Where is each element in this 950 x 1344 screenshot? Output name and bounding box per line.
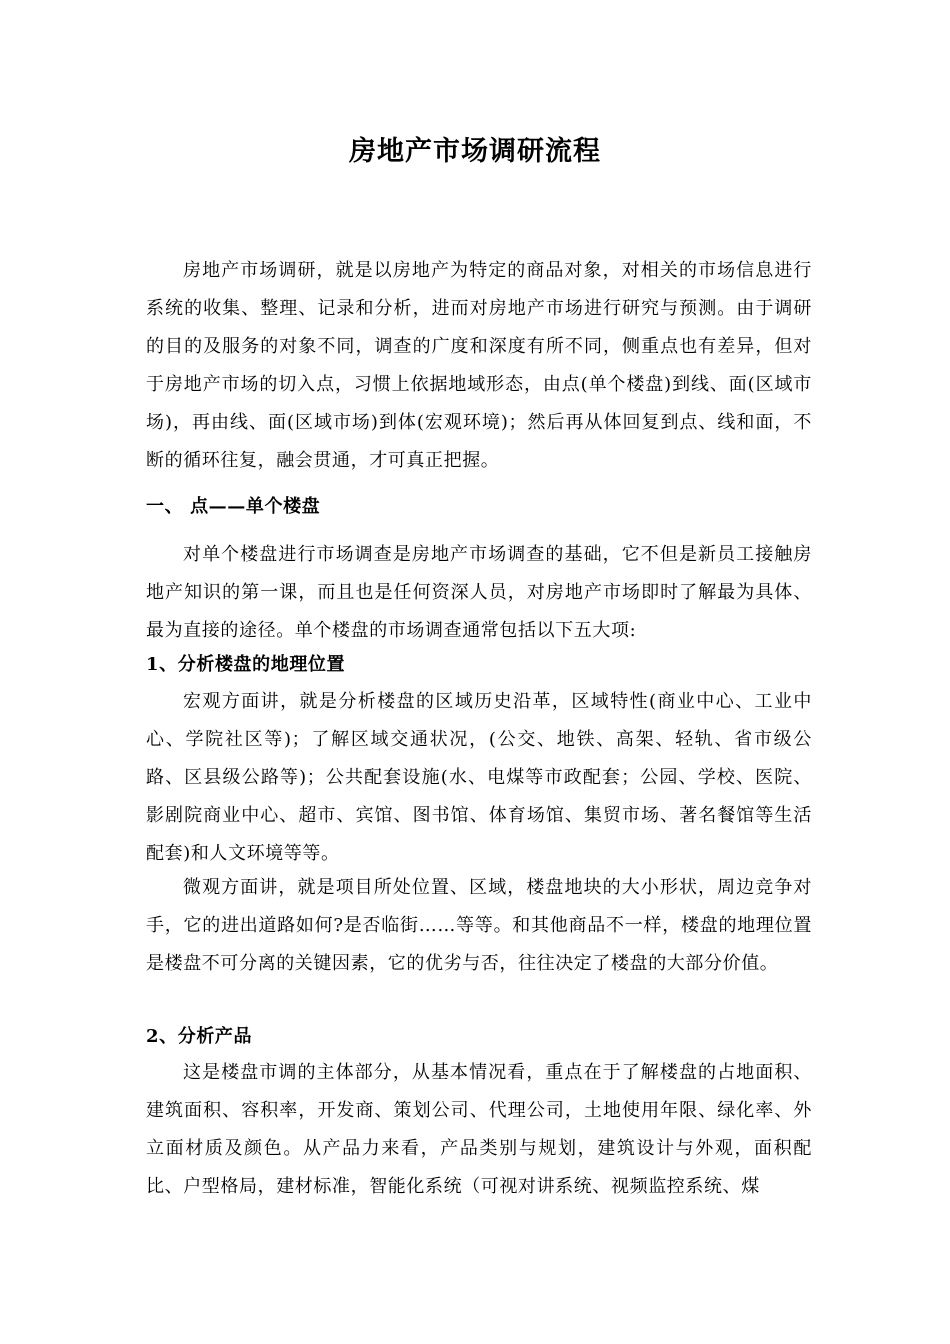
location-micro-paragraph: 微观方面讲，就是项目所处位置、区域，楼盘地块的大小形状，周边竞争对手，它的进出道路如何?是否临街……等等。和其他商品不一样，楼盘的地理位置是楼盘不可分离的关键因素，它的优劣与否，往往决定了楼盘的大部分价值。 [146,877,812,974]
subsection-heading-product: 2、分析产品 [146,1026,253,1047]
section-intro-paragraph: 对单个楼盘进行市场调查是房地产市场调查的基础，它不但是新员工接触房地产知识的第一课，而且也是任何资深人员，对房地产市场即时了解最为具体、最为直接的途径。单个楼盘的市场调查通常包括以下五大项: [146,544,812,641]
product-paragraph: 这是楼盘市调的主体部分，从基本情况看，重点在于了解楼盘的占地面积、建筑面积、容积率，开发商、策划公司、代理公司，土地使用年限、绿化率、外立面材质及颜色。从产品力来看，产品类别与规划，建筑设计与外观，面积配比、户型格局，建材标准，智能化系统（可视对讲系统、视频监控系统、煤 [146,1062,812,1197]
section-heading-point: 一、 点——单个楼盘 [146,496,321,517]
subsection-heading-location: 1、分析楼盘的地理位置 [146,654,346,675]
intro-paragraph: 房地产市场调研，就是以房地产为特定的商品对象，对相关的市场信息进行系统的收集、整理、记录和分析，进而对房地产市场进行研究与预测。由于调研的目的及服务的对象不同，调查的广度和深度有所不同，侧重点也有差异，但对于房地产市场的切入点，习惯上依据地域形态，由点(单个楼盘)到线、面(区域市场)，再由线、面(区域市场)到体(宏观环境)；然后再从体回复到点、线和面，不断的循环往复，融会贯通，才可真正把握。 [146,260,812,471]
location-macro-paragraph: 宏观方面讲，就是分析楼盘的区域历史沿革，区域特性(商业中心、工业中心、学院社区等)；了解区域交通状况，(公交、地铁、高架、轻轨、省市级公路、区县级公路等)；公共配套设施(水、电煤等市政配套；公园、学校、医院、影剧院商业中心、超市、宾馆、图书馆、体育场馆、集贸市场、著名餐馆等生活配套)和人文环境等等。 [146,691,812,864]
page-title: 房地产市场调研流程 [349,136,601,167]
